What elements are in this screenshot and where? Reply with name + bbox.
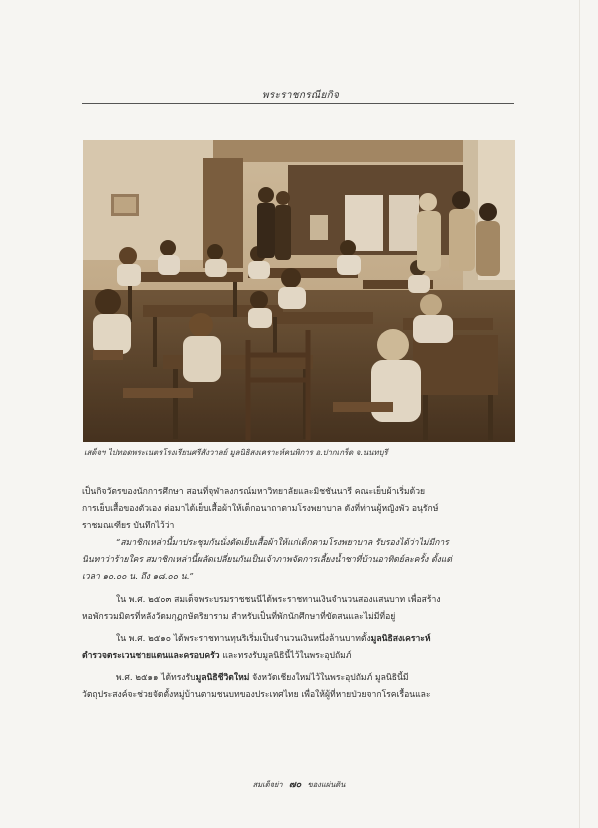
paragraph-4-line-2: วัตถุประสงค์จะช่วยจัดตั้งหมู่บ้านตามชนบทของประเทศไทย เพื่อให้ผู้ที่หายป่วยจากโรคเรื้อนและ [82, 690, 431, 700]
paragraph-4-line-1 [116, 674, 548, 683]
quote-line-2: นินทาว่าร้ายใคร สมาชิกเหล่านี้ผลัดเปลี่ยนกันเป็นเจ้าภาพจัดการเลี้ยงน้ำชาที่บ้านอาทิตย์ละครั้ง ตั้งแต่ [82, 555, 452, 565]
paragraph-3-line-2 [82, 652, 514, 661]
paragraph-2-line-2: หอพักรวมมิตรที่หลังวัดมกุฏกษัตริยาราม สำหรับเป็นที่พักนักศึกษาที่ขัดสนและไม่มีที่อยู่ [82, 612, 396, 622]
footer-right-text: ของแผ่นดิน [307, 780, 346, 789]
running-header-title: พระราชกรณียกิจ [262, 90, 340, 101]
paragraph-4-text: พ.ศ. ๒๕๑๑ ได้ทรงรับ [116, 673, 196, 683]
new-life-foundation-bold: มูลนิธิชีวิตใหม่ [195, 673, 250, 683]
paragraph-1-line-2: การเย็บเสื้อของตัวเอง ต่อมาได้เย็บเสื้อผ้าให้เด็กอนาถาตามโรงพยาบาล ดังที่ท่านผู้หญิงพัว อนุรักษ์ [82, 504, 439, 514]
quote-line-1: “สมาชิกเหล่านี้มาประชุมกันนั่งตัดเย็บเสื้อผ้าให้แก่เด็กตามโรงพยาบาล รับรองได้ว่าไม่มีการ [116, 538, 449, 548]
page-number: ๗๐ [289, 780, 302, 790]
foundation-name-bold: มูลนิธิสงเคราะห์ [370, 634, 431, 644]
paragraph-2-line-1: ใน พ.ศ. ๒๕๐๓ สมเด็จพระบรมราชชนนีได้พระราชทานเงินจำนวนสองแสนบาท เพื่อสร้าง [116, 595, 441, 605]
paragraph-3-line-1 [116, 635, 548, 644]
paragraph-4-text-post: จังหวัดเชียงใหม่ไว้ในพระอุปถัมภ์ มูลนิธินี้มี [249, 673, 409, 683]
paragraph-1-line-1: เป็นกิจวัตรของนักการศึกษา สอนที่จุฬาลงกรณ์มหาวิทยาลัยและมิชชันนารี คณะเย็บผ้าเริ่มด้วย [82, 487, 426, 497]
quote-line-3: เวลา ๑๐.๐๐ น. ถึง ๑๘.๐๐ น.” [82, 572, 194, 582]
page-footer [0, 777, 598, 791]
page-edge-line [579, 0, 580, 828]
photo-caption: เสด็จฯ ไปทอดพระเนตรโรงเรียนศรีสังวาลย์ มูลนิธิสงเคราะห์คนพิการ อ.ปากเกร็ด จ.นนทบุรี [84, 448, 388, 457]
paragraph-1-line-3: ราชมณเฑียร บันทึกไว้ว่า [82, 521, 175, 531]
classroom-photo-illustration [83, 140, 515, 442]
historical-photo [83, 140, 515, 442]
foundation-name-bold-cont: ตำรวจตระเวนชายแดนและครอบครัว [82, 651, 220, 661]
footer-left-text: สมเด็จย่า [252, 780, 283, 789]
paragraph-3-text-cont: และทรงรับมูลนิธินี้ไว้ในพระอุปถัมภ์ [219, 651, 352, 661]
paragraph-3-text: ใน พ.ศ. ๒๕๑๐ ได้พระราชทานทุนริเริ่มเป็นจำนวนเงินหนึ่งล้านบาทตั้ง [116, 634, 371, 644]
header-rule [82, 103, 514, 104]
